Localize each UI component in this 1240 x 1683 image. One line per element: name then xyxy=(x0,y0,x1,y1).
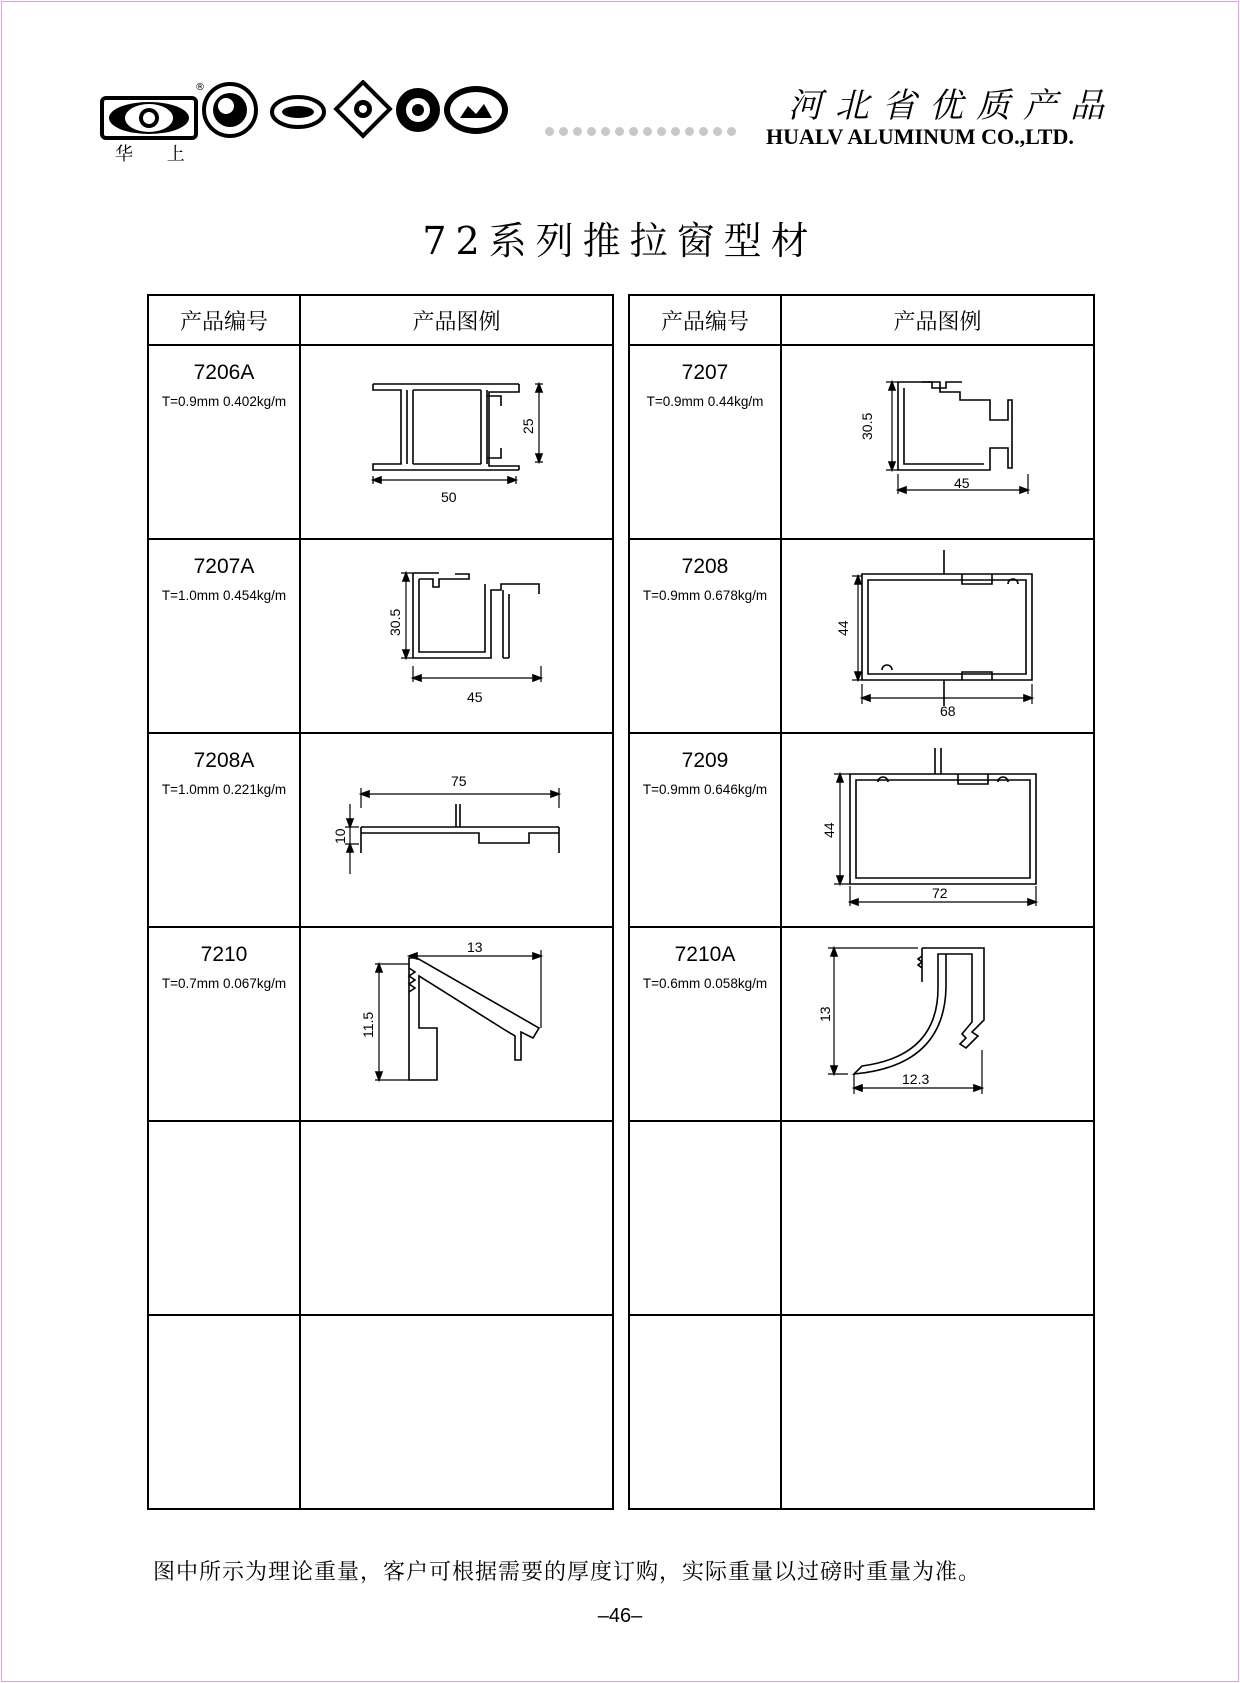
dim-width: 68 xyxy=(940,703,956,719)
profile-drawing-7207a xyxy=(301,540,612,732)
product-code: 7210A xyxy=(674,943,736,966)
emblem-seal-icon xyxy=(396,88,440,132)
table-row xyxy=(629,733,1094,927)
table-row xyxy=(148,1315,613,1509)
product-code: 7209 xyxy=(681,749,729,772)
product-spec: T=0.6mm 0.058kg/m xyxy=(642,976,768,991)
dim-height: 13 xyxy=(817,1006,833,1022)
product-code: 7206A xyxy=(193,361,255,384)
header-code: 产品编号 xyxy=(629,295,781,345)
product-spec: T=0.9mm 0.44kg/m xyxy=(646,394,764,409)
product-table-left xyxy=(147,294,614,1510)
dim-width: 75 xyxy=(451,773,467,789)
table-row xyxy=(148,927,613,1121)
dim-height: 44 xyxy=(821,822,837,838)
product-spec: T=0.9mm 0.678kg/m xyxy=(642,588,768,603)
quality-knot-icon xyxy=(336,82,390,136)
product-code: 7210 xyxy=(200,943,248,966)
table-row xyxy=(148,733,613,927)
profile-drawing-7210a xyxy=(782,928,1093,1120)
product-code: 7208A xyxy=(193,749,255,772)
product-code: 7207A xyxy=(193,555,255,578)
product-spec: T=1.0mm 0.221kg/m xyxy=(161,782,287,797)
dim-height: 44 xyxy=(835,620,851,636)
page-title: 72系列推拉窗型材 xyxy=(422,219,818,263)
table-row xyxy=(148,539,613,733)
dim-height: 11.5 xyxy=(360,1011,376,1038)
dim-width: 72 xyxy=(932,885,948,901)
profile-drawing-7209 xyxy=(782,734,1093,926)
header-title-cn: 河北省优质产品 xyxy=(788,86,1117,126)
dim-height: 30.5 xyxy=(387,608,403,636)
dim-width: 12.3 xyxy=(902,1071,930,1087)
product-spec: T=0.9mm 0.402kg/m xyxy=(161,394,287,409)
product-spec: T=0.7mm 0.067kg/m xyxy=(161,976,287,991)
profile-drawing-7208a xyxy=(301,734,612,926)
footer-note: 图中所示为理论重量，客户可根据需要的厚度订购，实际重量以过磅时重量为准。 xyxy=(153,1560,982,1585)
dim-width: 13 xyxy=(467,939,483,955)
table-row xyxy=(148,345,613,539)
product-table-right xyxy=(628,294,1095,1510)
table-row xyxy=(629,1121,1094,1315)
cmb-badge-icon xyxy=(272,97,324,127)
dim-height: 25 xyxy=(520,418,536,434)
page-number: –46– xyxy=(597,1605,643,1627)
dim-width: 50 xyxy=(441,489,457,505)
product-spec: T=1.0mm 0.454kg/m xyxy=(161,588,287,603)
profile-drawing-7208 xyxy=(782,540,1093,732)
dim-width: 45 xyxy=(954,475,970,491)
header-image: 产品图例 xyxy=(300,295,613,345)
profile-drawing-7207 xyxy=(782,346,1093,538)
product-spec: T=0.9mm 0.646kg/m xyxy=(642,782,768,797)
hualv-logo-icon xyxy=(102,98,196,138)
registered-mark: ® xyxy=(195,82,205,93)
product-code: 7208 xyxy=(681,555,729,578)
header-code: 产品编号 xyxy=(148,295,300,345)
table-row xyxy=(629,1315,1094,1509)
table-row xyxy=(148,1121,613,1315)
dot-divider xyxy=(545,127,736,139)
table-row xyxy=(629,927,1094,1121)
dim-height: 10 xyxy=(332,828,348,844)
hebei-quality-seal-icon xyxy=(444,86,508,134)
dim-height: 30.5 xyxy=(859,412,875,440)
table-row xyxy=(629,539,1094,733)
seal-globe-icon xyxy=(204,84,256,136)
header-image: 产品图例 xyxy=(781,295,1094,345)
brand-caption: 华 上 xyxy=(115,144,199,165)
table-row xyxy=(629,345,1094,539)
profile-drawing-7210 xyxy=(301,928,612,1120)
profile-drawing-7206a xyxy=(301,346,612,538)
product-code: 7207 xyxy=(681,361,729,384)
dim-width: 45 xyxy=(467,689,483,705)
company-name: HUALV ALUMINUM CO.,LTD. xyxy=(766,124,1074,149)
